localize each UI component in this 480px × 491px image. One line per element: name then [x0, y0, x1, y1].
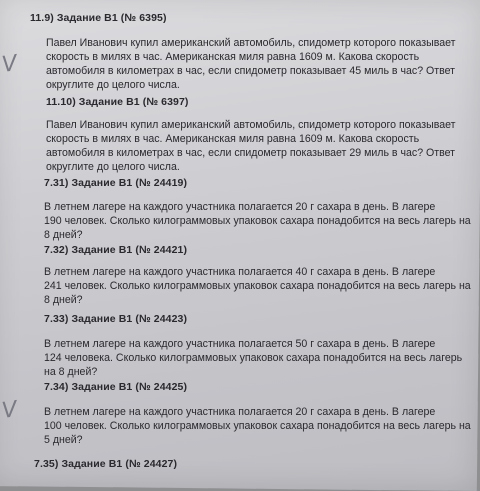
task-text-line: автомобиля в километрах в час, если спидометр показывает 29 миль в час? Ответ	[46, 147, 456, 159]
handwritten-check-mark: V	[0, 51, 19, 78]
task-text-line: 241 человек. Сколько килограммовых упаковок сахара понадобится на весь лагерь на	[44, 280, 471, 292]
task-heading: 7.34) Задание В1 (№ 24425)	[44, 381, 188, 393]
task-text	[46, 118, 455, 174]
task-text-line: В летнем лагере на каждого участника полагается 40 г сахара в день. В лагере	[44, 266, 436, 278]
task-heading: 7.35) Задание В1 (№ 24427)	[34, 458, 178, 470]
task-heading: 7.33) Задание В1 (№ 24423)	[44, 313, 188, 325]
task-text-line: автомобиля в километрах в час, если спидометр показывает 45 миль в час? Ответ	[46, 65, 456, 77]
task-text-line: В летнем лагере на каждого участника полагается 50 г сахара в день. В лагере	[44, 338, 436, 350]
task-text-line: скорость в милях в час. Американская миля равна 1609 м. Какова скорость	[46, 133, 420, 145]
task-text-line: 100 человек. Сколько килограммовых упаковок сахара понадобится на весь лагерь на	[44, 420, 471, 432]
task-heading: 11.9) Задание В1 (№ 6395)	[30, 12, 167, 24]
task-text-line: Павел Иванович купил американский автомобиль, спидометр которого показывает	[46, 37, 456, 49]
task-text-line: 8 дней?	[44, 294, 83, 306]
task-text-line: 190 человек. Сколько килограммовых упаковок сахара понадобится на весь лагерь на	[44, 215, 471, 227]
task-text	[44, 265, 471, 307]
task-text	[44, 200, 471, 242]
task-text-line: 5 дней?	[44, 434, 83, 446]
task-text	[44, 405, 471, 447]
task-text-line: 124 человека. Сколько килограммовых упаковок сахара понадобится на весь лагерь	[44, 352, 463, 364]
task-text-line: В летнем лагере на каждого участника полагается 20 г сахара в день. В лагере	[44, 406, 436, 418]
task-text-line: Павел Иванович купил американский автомобиль, спидометр которого показывает	[46, 119, 456, 131]
task-text-line: 8 дней?	[44, 229, 83, 241]
task-text-line: скорость в милях в час. Американская миля равна 1609 м. Какова скорость	[46, 51, 420, 63]
task-text	[44, 337, 462, 379]
task-text-line: округлите до целого числа.	[46, 79, 180, 91]
task-text-line: В летнем лагере на каждого участника полагается 20 г сахара в день. В лагере	[44, 201, 436, 213]
task-heading: 11.10) Задание В1 (№ 6397)	[46, 96, 189, 108]
task-text-line: на 8 дней?	[44, 366, 98, 378]
handwritten-check-mark: V	[0, 397, 19, 424]
task-text-line: округлите до целого числа.	[46, 161, 180, 173]
task-heading: 7.32) Задание В1 (№ 24421)	[44, 244, 188, 256]
task-heading: 7.31) Задание В1 (№ 24419)	[44, 177, 188, 189]
task-text	[46, 36, 455, 92]
